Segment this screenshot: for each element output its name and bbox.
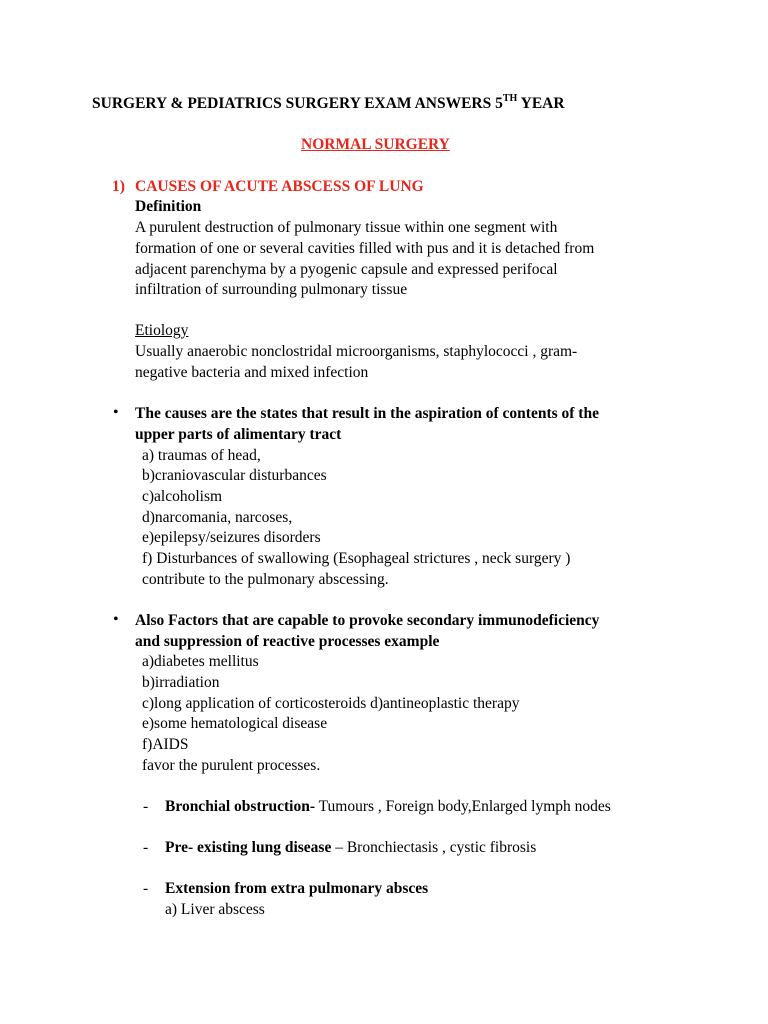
- bullet-icon: •: [113, 404, 119, 421]
- bullet-icon: •: [113, 611, 119, 628]
- question-number: 1): [112, 178, 125, 195]
- list-item: f) Disturbances of swallowing (Esophageal strictures , neck surgery ): [142, 550, 571, 567]
- list-item: f)AIDS: [142, 736, 189, 753]
- bullet-line: Also Factors that are capable to provoke secondary immunodeficiency: [135, 612, 600, 629]
- list-item: b)craniovascular disturbances: [142, 467, 327, 484]
- list-item: e)some hematological disease: [142, 715, 328, 732]
- etiology-line: negative bacteria and mixed infection: [135, 364, 369, 381]
- dash-item-bold: Extension from extra pulmonary absces: [165, 880, 429, 897]
- dash-item: [165, 797, 611, 818]
- list-item: e)epilepsy/seizures disorders: [142, 529, 321, 546]
- bullet-line: upper parts of alimentary tract: [135, 426, 342, 443]
- dash-item-text: – Bronchiectasis , cystic fibrosis: [331, 839, 537, 856]
- dash-icon: -: [143, 798, 149, 815]
- dash-item-bold: Bronchial obstruction-: [165, 798, 315, 815]
- list-item: c)long application of corticosteroids d)antineoplastic therapy: [142, 695, 520, 712]
- list-item: c)alcoholism: [142, 488, 223, 505]
- definition-label: Definition: [135, 198, 202, 215]
- document-title: [92, 94, 565, 115]
- definition-line: adjacent parenchyma by a pyogenic capsule and expressed perifocal: [135, 261, 558, 278]
- dash-icon: -: [143, 880, 149, 897]
- section-heading: NORMAL SURGERY: [301, 136, 450, 153]
- etiology-line: Usually anaerobic nonclostridal microorganisms, staphylococci , gram-: [135, 343, 578, 360]
- dash-icon: -: [143, 839, 149, 856]
- title-superscript: TH: [502, 92, 518, 104]
- list-item: d)narcomania, narcoses,: [142, 509, 293, 526]
- bullet-line: The causes are the states that result in the aspiration of contents of the: [135, 405, 599, 422]
- question-heading: CAUSES OF ACUTE ABSCESS OF LUNG: [135, 178, 424, 195]
- etiology-label: Etiology: [135, 322, 189, 339]
- list-item: contribute to the pulmonary abscessing.: [142, 571, 389, 588]
- list-item: b)irradiation: [142, 674, 220, 691]
- definition-line: A purulent destruction of pulmonary tissue within one segment with: [135, 219, 558, 236]
- list-item: a)diabetes mellitus: [142, 653, 259, 670]
- dash-item-text: Tumours , Foreign body,Enlarged lymph nodes: [315, 798, 611, 815]
- dash-item-bold: Pre- existing lung disease: [165, 839, 332, 856]
- title-text: SURGERY & PEDIATRICS SURGERY EXAM ANSWERS 5: [92, 95, 503, 112]
- list-item: favor the purulent processes.: [142, 757, 321, 774]
- dash-subitem: a) Liver abscess: [165, 901, 265, 918]
- dash-item: [165, 838, 536, 859]
- bullet-line: and suppression of reactive processes example: [135, 633, 440, 650]
- title-end-text: YEAR: [517, 95, 565, 112]
- definition-line: formation of one or several cavities filled with pus and it is detached from: [135, 240, 595, 257]
- definition-line: infiltration of surrounding pulmonary tissue: [135, 281, 408, 298]
- list-item: a) traumas of head,: [142, 447, 261, 464]
